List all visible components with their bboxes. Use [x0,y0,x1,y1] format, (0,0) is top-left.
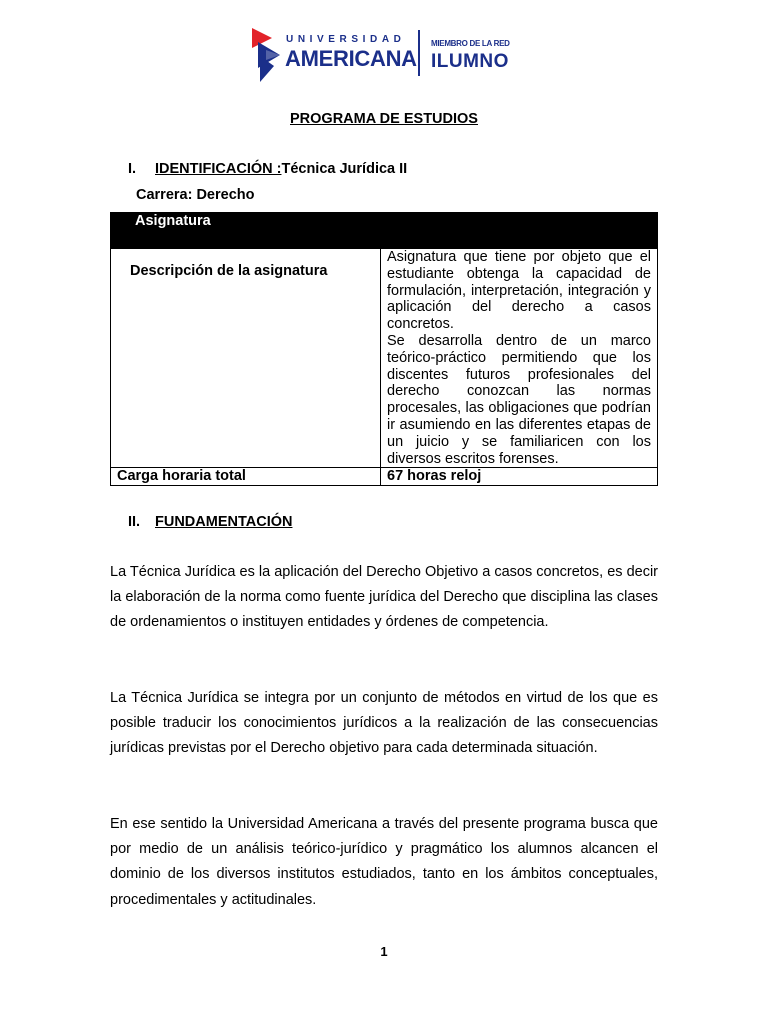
description-paragraph: Asignatura que tiene por objeto que el estudiante obtenga la capacidad de formulación, interpretación, integración y aplicación del derecho a casos concretos. [387,249,651,333]
section-number: I. [128,161,137,177]
carrera-label: Carrera: Derecho [136,187,255,203]
table-row [111,249,658,468]
description-text [381,249,658,468]
table-header-row [111,213,658,249]
section-heading: FUNDAMENTACIÓN [155,514,293,530]
section-heading: IDENTIFICACIÓN : [155,161,282,177]
logo-universidad: UNIVERSIDAD [286,34,406,45]
description-paragraph: Se desarrolla dentro de un marco teórico-práctico permitiendo que los discentes futuros profesionales del derecho conozcan las normas procesales, las obligaciones que podrían ir asumiendo en las diferentes etapas de un juicio y se familiaricen con los diversos escritos forenses. [387,332,651,467]
table-row [111,468,658,486]
paragraph: En ese sentido la Universidad Americana a través del presente programa busca que por medio de un análisis teórico-jurídico y pragmático los alumnos alcancen el dominio de los diversos institutos estudiados, tanto en los ámbitos conceptuales, procedimentales y actitudinales. [110,816,658,908]
carga-value: 67 horas reloj [381,468,658,486]
logo-ilumno: ILUMNO [431,51,509,72]
section-number: II. [128,514,141,530]
carga-label: Carga horaria total [111,468,381,486]
identification-table [110,212,658,486]
paragraph: La Técnica Jurídica se integra por un conjunto de métodos en virtud de los que es posible traducir los conocimientos jurídicos a la realización de las consecuencias jurídicas previstas por el Derecho objetivo para cada determinada situación. [110,690,658,757]
header-empty [381,213,658,249]
header-asignatura: Asignatura [111,213,381,249]
section-fundamentacion [128,514,292,530]
section-identificacion [128,161,407,177]
logo-americana: AMERICANA [285,46,417,71]
logo-mark-icon [252,28,282,82]
page-title: PROGRAMA DE ESTUDIOS [290,111,478,127]
description-label: Descripción de la asignatura [111,249,381,468]
page-number: 1 [380,944,388,959]
paragraph: La Técnica Jurídica es la aplicación del Derecho Objetivo a casos concretos, es decir la elaboración de la norma como fuente jurídica del Derecho que disciplina las clases de ordenamientos o instituyen entidades y órdenes de competencia. [110,564,658,631]
logo-divider [418,30,420,76]
subject-name: Técnica Jurídica II [281,161,408,177]
logo-miembro: MIEMBRO DE LA RED [431,39,510,48]
